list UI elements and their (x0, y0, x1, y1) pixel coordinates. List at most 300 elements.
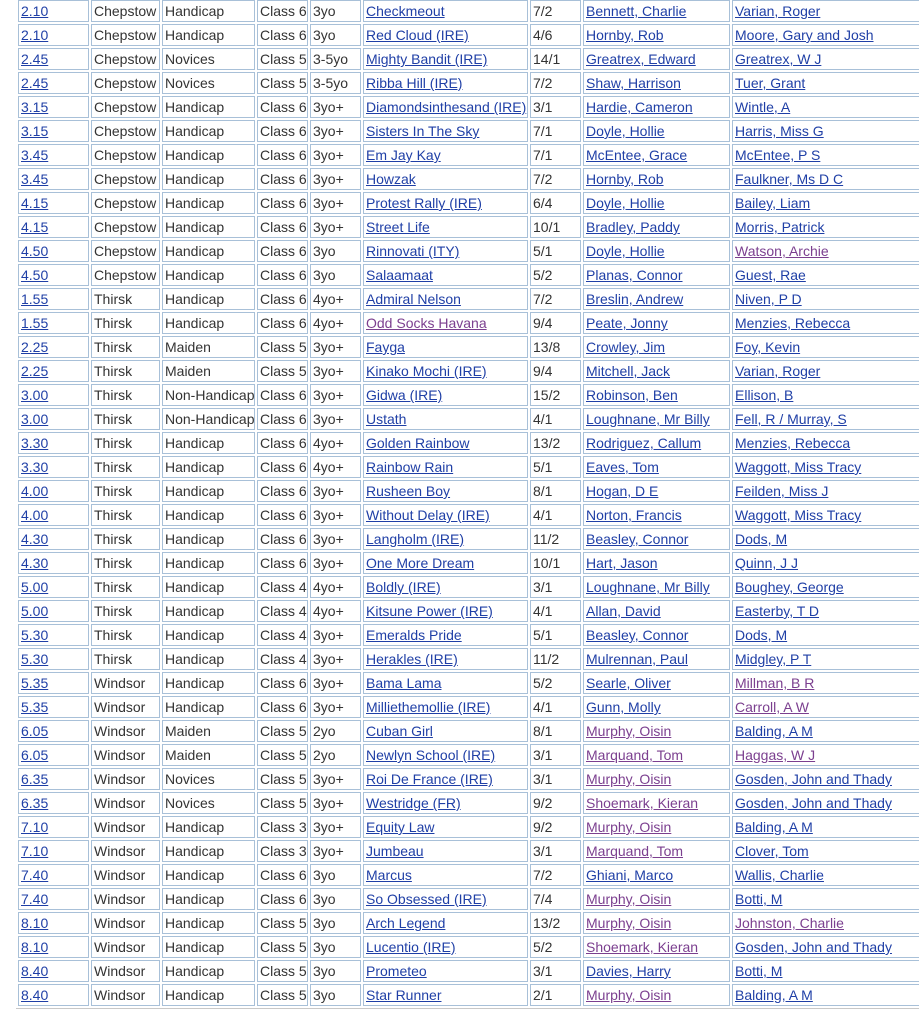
jockey-link[interactable]: Crowley, Jim (586, 339, 666, 355)
cell-jockey (583, 240, 730, 262)
table-row (18, 432, 919, 454)
odds-text: 7/2 (533, 291, 553, 307)
cell-course (91, 336, 160, 358)
jockey-link[interactable]: Loughnane, Mr Billy (586, 411, 710, 427)
trainer-link[interactable]: Midgley, P T (735, 651, 812, 667)
jockey-link[interactable]: Marquand, Tom (586, 843, 684, 859)
cell-course (91, 864, 160, 886)
cell-horse (363, 312, 528, 334)
cell-course (91, 480, 160, 502)
trainer-link[interactable]: Feilden, Miss J (735, 483, 829, 499)
trainer-link[interactable]: Greatrex, W J (735, 51, 822, 67)
horse-link[interactable]: Checkmeout (366, 3, 445, 19)
horse-link[interactable]: Sisters In The Sky (366, 123, 480, 139)
cell-age (310, 528, 361, 550)
horse-link[interactable]: Odd Socks Havana (366, 315, 487, 331)
horse-link[interactable]: Newlyn School (IRE) (366, 747, 496, 763)
time-link[interactable]: 1.55 (21, 315, 49, 331)
jockey-link[interactable]: Eaves, Tom (586, 459, 659, 475)
jockey-link[interactable]: Murphy, Oisin (586, 819, 672, 835)
time-link[interactable]: 8.40 (21, 987, 49, 1003)
cell-age (310, 768, 361, 790)
cell-horse (363, 480, 528, 502)
course-text: Thirsk (94, 651, 133, 667)
time-link[interactable]: 3.00 (21, 387, 49, 403)
time-link[interactable]: 2.25 (21, 363, 49, 379)
cell-age (310, 312, 361, 334)
horse-link[interactable]: Kinako Mochi (IRE) (366, 363, 487, 379)
time-link[interactable]: 4.50 (21, 243, 49, 259)
table-row (18, 192, 919, 214)
course-text: Chepstow (94, 171, 157, 187)
trainer-link[interactable]: Harris, Miss G (735, 123, 824, 139)
cell-horse (363, 864, 528, 886)
table-row (18, 288, 919, 310)
time-link[interactable]: 5.30 (21, 651, 49, 667)
jockey-link[interactable]: Murphy, Oisin (586, 723, 672, 739)
time-link[interactable]: 8.40 (21, 963, 49, 979)
horse-link[interactable]: Equity Law (366, 819, 435, 835)
cell-class (257, 528, 308, 550)
cell-course (91, 936, 160, 958)
trainer-link[interactable]: Foy, Kevin (735, 339, 801, 355)
table-row (18, 648, 919, 670)
type-text: Novices (165, 795, 215, 811)
cell-class (257, 168, 308, 190)
cell-odds (530, 312, 581, 334)
time-link[interactable]: 2.10 (21, 3, 49, 19)
jockey-link[interactable]: Hardie, Cameron (586, 99, 693, 115)
trainer-link[interactable]: Guest, Rae (735, 267, 806, 283)
horse-link[interactable]: One More Dream (366, 555, 475, 571)
jockey-link[interactable]: Robinson, Ben (586, 387, 678, 403)
type-text: Handicap (165, 171, 225, 187)
jockey-link[interactable]: Gunn, Molly (586, 699, 661, 715)
cell-class (257, 384, 308, 406)
cell-type (162, 168, 255, 190)
trainer-link[interactable]: Niven, P D (735, 291, 802, 307)
course-text: Thirsk (94, 363, 133, 379)
table-row (18, 936, 919, 958)
trainer-link[interactable]: Johnston, Charlie (735, 915, 844, 931)
class-text: Class 4 (260, 579, 307, 595)
jockey-link[interactable]: Bennett, Charlie (586, 3, 687, 19)
course-text: Windsor (94, 915, 146, 931)
course-text: Windsor (94, 891, 146, 907)
class-text: Class 6 (260, 411, 307, 427)
horse-link[interactable]: Marcus (366, 867, 412, 883)
trainer-link[interactable]: Quinn, J J (735, 555, 799, 571)
trainer-link[interactable]: Varian, Roger (735, 363, 821, 379)
type-text: Handicap (165, 603, 225, 619)
trainer-link[interactable]: Tuer, Grant (735, 75, 806, 91)
horse-link[interactable]: Rusheen Boy (366, 483, 451, 499)
trainer-link[interactable]: Boughey, George (735, 579, 844, 595)
horse-link[interactable]: Rainbow Rain (366, 459, 454, 475)
cell-trainer (732, 456, 919, 478)
horse-link[interactable]: Salaamaat (366, 267, 433, 283)
jockey-link[interactable]: Mitchell, Jack (586, 363, 671, 379)
horse-link[interactable]: Lucentio (IRE) (366, 939, 456, 955)
horse-link[interactable]: Cuban Girl (366, 723, 433, 739)
trainer-link[interactable]: Wintle, A (735, 99, 791, 115)
horse-link[interactable]: Kitsune Power (IRE) (366, 603, 493, 619)
cell-class (257, 120, 308, 142)
time-link[interactable]: 4.00 (21, 483, 49, 499)
cell-time (18, 648, 89, 670)
trainer-link[interactable]: Ellison, B (735, 387, 794, 403)
trainer-link[interactable]: Clover, Tom (735, 843, 809, 859)
cell-trainer (732, 144, 919, 166)
odds-text: 15/2 (533, 387, 561, 403)
jockey-link[interactable]: Hogan, D E (586, 483, 659, 499)
time-link[interactable]: 3.15 (21, 99, 49, 115)
cell-jockey (583, 744, 730, 766)
cell-time (18, 384, 89, 406)
jockey-link[interactable]: Hart, Jason (586, 555, 658, 571)
horse-link[interactable]: Without Delay (IRE) (366, 507, 490, 523)
time-link[interactable]: 5.00 (21, 579, 49, 595)
trainer-link[interactable]: Fell, R / Murray, S (735, 411, 847, 427)
cell-course (91, 816, 160, 838)
trainer-link[interactable]: Balding, A M (735, 987, 813, 1003)
jockey-link[interactable]: Allan, David (586, 603, 661, 619)
odds-text: 10/1 (533, 219, 561, 235)
cell-type (162, 672, 255, 694)
horse-link[interactable]: Bama Lama (366, 675, 442, 691)
trainer-link[interactable]: Gosden, John and Thady (735, 939, 892, 955)
time-link[interactable]: 4.15 (21, 195, 49, 211)
time-link[interactable]: 7.40 (21, 867, 49, 883)
jockey-link[interactable]: Planas, Connor (586, 267, 683, 283)
cell-horse (363, 0, 528, 22)
cell-age (310, 24, 361, 46)
trainer-link[interactable]: Menzies, Rebecca (735, 435, 851, 451)
cell-time (18, 720, 89, 742)
course-text: Thirsk (94, 435, 133, 451)
cell-odds (530, 672, 581, 694)
cell-age (310, 264, 361, 286)
horse-link[interactable]: Admiral Nelson (366, 291, 461, 307)
time-link[interactable]: 3.45 (21, 147, 49, 163)
horse-link[interactable]: Milliethemollie (IRE) (366, 699, 491, 715)
jockey-link[interactable]: Murphy, Oisin (586, 771, 672, 787)
trainer-link[interactable]: Waggott, Miss Tracy (735, 507, 862, 523)
jockey-link[interactable]: Beasley, Connor (586, 627, 689, 643)
age-text: 3yo (313, 267, 336, 283)
trainer-link[interactable]: McEntee, P S (735, 147, 821, 163)
class-text: Class 6 (260, 435, 307, 451)
jockey-link[interactable]: Shoemark, Kieran (586, 795, 699, 811)
horse-link[interactable]: Em Jay Kay (366, 147, 441, 163)
trainer-link[interactable]: Menzies, Rebecca (735, 315, 851, 331)
trainer-link[interactable]: Moore, Gary and Josh (735, 27, 874, 43)
trainer-link[interactable]: Wallis, Charlie (735, 867, 824, 883)
jockey-link[interactable]: Doyle, Hollie (586, 243, 665, 259)
time-link[interactable]: 3.30 (21, 459, 49, 475)
time-link[interactable]: 3.00 (21, 411, 49, 427)
trainer-link[interactable]: Easterby, T D (735, 603, 820, 619)
cell-time (18, 264, 89, 286)
cell-jockey (583, 600, 730, 622)
cell-type (162, 792, 255, 814)
horse-link[interactable]: Street Life (366, 219, 430, 235)
time-link[interactable]: 2.45 (21, 75, 49, 91)
horse-link[interactable]: Jumbeau (366, 843, 424, 859)
trainer-link[interactable]: Carroll, A W (735, 699, 809, 715)
horse-link[interactable]: Roi De France (IRE) (366, 771, 493, 787)
cell-odds (530, 264, 581, 286)
time-link[interactable]: 5.00 (21, 603, 49, 619)
table-row (18, 408, 919, 430)
horse-link[interactable]: So Obsessed (IRE) (366, 891, 487, 907)
cell-jockey (583, 984, 730, 1006)
time-link[interactable]: 4.30 (21, 555, 49, 571)
cell-horse (363, 192, 528, 214)
time-link[interactable]: 5.35 (21, 699, 49, 715)
cell-trainer (732, 480, 919, 502)
cell-time (18, 528, 89, 550)
class-text: Class 6 (260, 243, 307, 259)
cell-time (18, 984, 89, 1006)
jockey-link[interactable]: Rodriguez, Callum (586, 435, 702, 451)
jockey-link[interactable]: Hornby, Rob (586, 171, 664, 187)
horse-link[interactable]: Howzak (366, 171, 416, 187)
horse-link[interactable]: Rinnovati (ITY) (366, 243, 460, 259)
time-link[interactable]: 2.45 (21, 51, 49, 67)
class-text: Class 5 (260, 915, 307, 931)
cell-class (257, 672, 308, 694)
cell-class (257, 48, 308, 70)
cell-time (18, 48, 89, 70)
cell-time (18, 72, 89, 94)
horse-link[interactable]: Emeralds Pride (366, 627, 462, 643)
cell-odds (530, 552, 581, 574)
jockey-link[interactable]: Murphy, Oisin (586, 891, 672, 907)
cell-type (162, 240, 255, 262)
trainer-link[interactable]: Balding, A M (735, 723, 813, 739)
cell-age (310, 288, 361, 310)
type-text: Handicap (165, 435, 225, 451)
cell-class (257, 504, 308, 526)
cell-age (310, 816, 361, 838)
horse-link[interactable]: Red Cloud (IRE) (366, 27, 469, 43)
cell-odds (530, 168, 581, 190)
horse-link[interactable]: Diamondsinthesand (IRE) (366, 99, 527, 115)
time-link[interactable]: 3.45 (21, 171, 49, 187)
cell-jockey (583, 192, 730, 214)
table-row (18, 456, 919, 478)
cell-horse (363, 792, 528, 814)
trainer-link[interactable]: Bailey, Liam (735, 195, 811, 211)
jockey-link[interactable]: Loughnane, Mr Billy (586, 579, 710, 595)
cell-horse (363, 240, 528, 262)
jockey-link[interactable]: Mulrennan, Paul (586, 651, 688, 667)
trainer-link[interactable]: Varian, Roger (735, 3, 821, 19)
jockey-link[interactable]: Searle, Oliver (586, 675, 671, 691)
cell-class (257, 840, 308, 862)
trainer-link[interactable]: Millman, B R (735, 675, 815, 691)
class-text: Class 6 (260, 147, 307, 163)
table-row (18, 720, 919, 742)
cell-jockey (583, 96, 730, 118)
time-link[interactable]: 6.05 (21, 747, 49, 763)
cell-age (310, 456, 361, 478)
horse-link[interactable]: Ustath (366, 411, 407, 427)
horse-link[interactable]: Prometeo (366, 963, 427, 979)
cell-horse (363, 336, 528, 358)
cell-type (162, 72, 255, 94)
time-link[interactable]: 3.15 (21, 123, 49, 139)
time-link[interactable]: 2.25 (21, 339, 49, 355)
cell-time (18, 432, 89, 454)
time-link[interactable]: 7.10 (21, 843, 49, 859)
horse-link[interactable]: Boldly (IRE) (366, 579, 441, 595)
type-text: Handicap (165, 819, 225, 835)
trainer-link[interactable]: Gosden, John and Thady (735, 771, 892, 787)
cell-course (91, 192, 160, 214)
cell-age (310, 552, 361, 574)
jockey-link[interactable]: Greatrex, Edward (586, 51, 696, 67)
jockey-link[interactable]: Murphy, Oisin (586, 915, 672, 931)
horse-link[interactable]: Arch Legend (366, 915, 446, 931)
cell-class (257, 720, 308, 742)
jockey-link[interactable]: Shoemark, Kieran (586, 939, 699, 955)
horse-link[interactable]: Herakles (IRE) (366, 651, 458, 667)
cell-time (18, 792, 89, 814)
jockey-link[interactable]: Shaw, Harrison (586, 75, 681, 91)
cell-trainer (732, 816, 919, 838)
trainer-link[interactable]: Waggott, Miss Tracy (735, 459, 862, 475)
time-link[interactable]: 8.10 (21, 915, 49, 931)
jockey-link[interactable]: Marquand, Tom (586, 747, 684, 763)
time-link[interactable]: 4.30 (21, 531, 49, 547)
trainer-link[interactable]: Dods, M (735, 531, 788, 547)
cell-trainer (732, 0, 919, 22)
jockey-link[interactable]: Ghiani, Marco (586, 867, 674, 883)
time-link[interactable]: 3.30 (21, 435, 49, 451)
time-link[interactable]: 4.15 (21, 219, 49, 235)
jockey-link[interactable]: Doyle, Hollie (586, 123, 665, 139)
type-text: Handicap (165, 315, 225, 331)
trainer-link[interactable]: Watson, Archie (735, 243, 829, 259)
table-row (18, 888, 919, 910)
horse-link[interactable]: Mighty Bandit (IRE) (366, 51, 488, 67)
table-row (18, 48, 919, 70)
cell-course (91, 768, 160, 790)
table-row (18, 24, 919, 46)
cell-class (257, 216, 308, 238)
jockey-link[interactable]: Murphy, Oisin (586, 987, 672, 1003)
time-link[interactable]: 6.35 (21, 771, 49, 787)
trainer-link[interactable]: Morris, Patrick (735, 219, 825, 235)
horse-link[interactable]: Fayga (366, 339, 405, 355)
class-text: Class 6 (260, 315, 307, 331)
jockey-link[interactable]: McEntee, Grace (586, 147, 688, 163)
cell-horse (363, 360, 528, 382)
cell-jockey (583, 384, 730, 406)
course-text: Windsor (94, 843, 146, 859)
course-text: Windsor (94, 867, 146, 883)
horse-link[interactable]: Protest Rally (IRE) (366, 195, 482, 211)
cell-horse (363, 552, 528, 574)
race-table-body (18, 0, 919, 1006)
class-text: Class 6 (260, 387, 307, 403)
horse-link[interactable]: Westridge (FR) (366, 795, 461, 811)
cell-time (18, 312, 89, 334)
course-text: Thirsk (94, 555, 133, 571)
time-link[interactable]: 7.10 (21, 819, 49, 835)
cell-horse (363, 600, 528, 622)
trainer-link[interactable]: Dods, M (735, 627, 788, 643)
cell-odds (530, 984, 581, 1006)
trainer-link[interactable]: Haggas, W J (735, 747, 816, 763)
horse-link[interactable]: Langholm (IRE) (366, 531, 465, 547)
jockey-link[interactable]: Breslin, Andrew (586, 291, 684, 307)
odds-text: 5/2 (533, 675, 553, 691)
cell-odds (530, 888, 581, 910)
trainer-link[interactable]: Gosden, John and Thady (735, 795, 892, 811)
time-link[interactable]: 6.05 (21, 723, 49, 739)
age-text: 4yo+ (313, 291, 344, 307)
jockey-link[interactable]: Norton, Francis (586, 507, 682, 523)
trainer-link[interactable]: Botti, M (735, 963, 783, 979)
cell-time (18, 288, 89, 310)
time-link[interactable]: 7.40 (21, 891, 49, 907)
cell-age (310, 0, 361, 22)
type-text: Handicap (165, 699, 225, 715)
cell-class (257, 72, 308, 94)
age-text: 3yo+ (313, 99, 344, 115)
time-link[interactable]: 8.10 (21, 939, 49, 955)
jockey-link[interactable]: Davies, Harry (586, 963, 671, 979)
cell-trainer (732, 216, 919, 238)
cell-class (257, 408, 308, 430)
cell-type (162, 720, 255, 742)
trainer-link[interactable]: Faulkner, Ms D C (735, 171, 844, 187)
cell-class (257, 768, 308, 790)
horse-link[interactable]: Gidwa (IRE) (366, 387, 443, 403)
time-link[interactable]: 2.10 (21, 27, 49, 43)
time-link[interactable]: 4.50 (21, 267, 49, 283)
time-link[interactable]: 5.30 (21, 627, 49, 643)
cell-course (91, 264, 160, 286)
cell-horse (363, 456, 528, 478)
cell-class (257, 480, 308, 502)
jockey-link[interactable]: Beasley, Connor (586, 531, 689, 547)
horse-link[interactable]: Golden Rainbow (366, 435, 470, 451)
class-text: Class 5 (260, 51, 307, 67)
trainer-link[interactable]: Balding, A M (735, 819, 813, 835)
jockey-link[interactable]: Peate, Jonny (586, 315, 668, 331)
trainer-link[interactable]: Botti, M (735, 891, 783, 907)
horse-link[interactable]: Ribba Hill (IRE) (366, 75, 463, 91)
age-text: 3yo+ (313, 675, 344, 691)
odds-text: 7/2 (533, 171, 553, 187)
type-text: Handicap (165, 123, 225, 139)
cell-age (310, 504, 361, 526)
time-link[interactable]: 6.35 (21, 795, 49, 811)
time-link[interactable]: 5.35 (21, 675, 49, 691)
jockey-link[interactable]: Hornby, Rob (586, 27, 664, 43)
horse-link[interactable]: Star Runner (366, 987, 442, 1003)
course-text: Windsor (94, 939, 146, 955)
time-link[interactable]: 1.55 (21, 291, 49, 307)
cell-type (162, 888, 255, 910)
jockey-link[interactable]: Doyle, Hollie (586, 195, 665, 211)
time-link[interactable]: 4.00 (21, 507, 49, 523)
jockey-link[interactable]: Bradley, Paddy (586, 219, 680, 235)
